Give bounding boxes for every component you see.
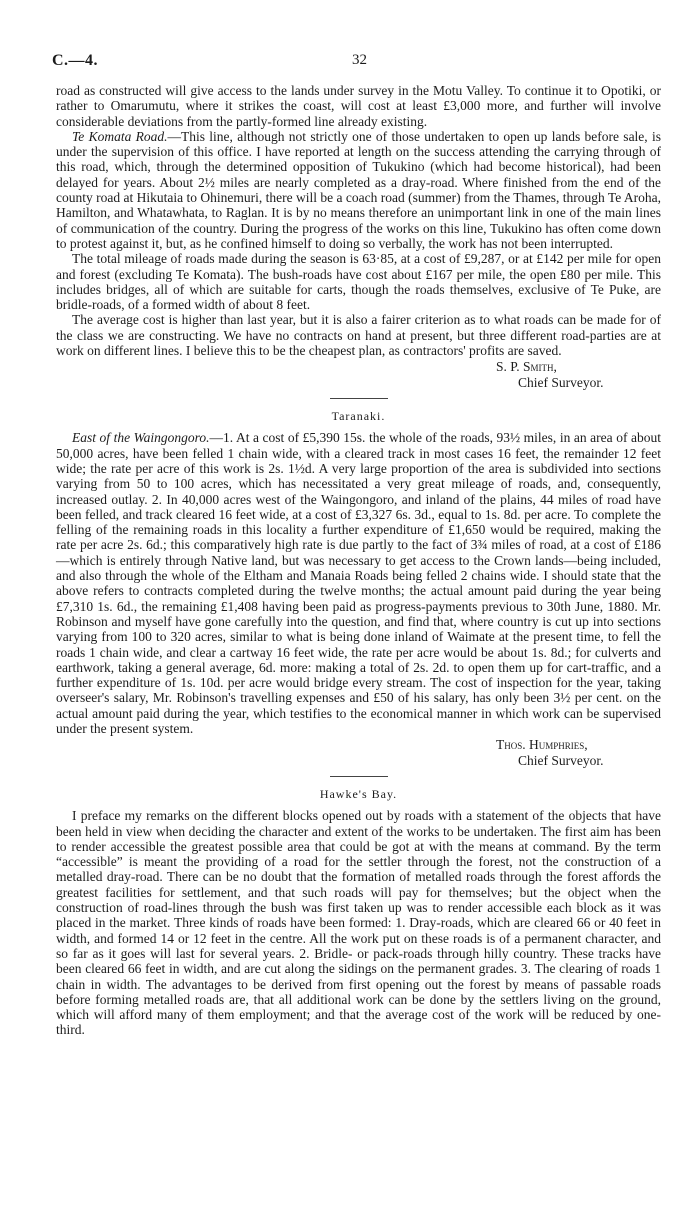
signature-block — [56, 737, 661, 769]
waingongoro-title: East of the Waingongoro. — [72, 430, 210, 446]
hawkes-bay-section — [56, 787, 661, 1037]
te-komata-paragraph-text: —This line, although not strictly one of those undertaken to open up lands before sale, is under the supervision of this office. I have reported at length on the success attending the carrying through of this road, which, through the determined opposition of Tukukino (which had become historical), had been delayed for years. About 2½ miles are nearly completed as a dray-road. Where finished from the end of the county road at Hikutaia to Ohinemuri, there will be a coach road (summer) from the Thames, through Te Aroha, Hamilton, and Whatawhata, to Raglan. It is by no means therefore an unimportant link in one of the main lines of communication of the country. During the progress of the works on this line, Tukukino has often come down to protest against it, but, as he confined himself to doing so verbally, the work has not been interrupted. — [56, 128, 661, 251]
page-header — [52, 52, 652, 74]
document-reference: C.—4. — [52, 52, 99, 69]
average-cost-paragraph: The average cost is higher than last year, but it is also a fairer criterion as to what roads can be made for of the class we are constructing. We have no contracts on hand at present, but three different road-parties are at work on different lines. I believe this to be the cheapest plan, as contractors' profits are saved. — [56, 312, 661, 359]
motu-section — [56, 83, 661, 391]
motu-paragraph-1: road as constructed will give access to the lands under survey in the Motu Valley. To continue it to Opotiki, or rather to Omarumutu, where it strikes the coast, will cost at least £3,000 more, and further will involve considerable deviations from the partly-formed line already existing. — [56, 83, 661, 129]
section-divider — [330, 776, 388, 777]
signature-block — [56, 359, 661, 391]
taranaki-section — [56, 409, 661, 769]
signatory-name: Thos. Humphries, — [496, 737, 588, 753]
section-divider — [330, 398, 388, 399]
signatory-name: S. P. Smith, — [496, 359, 557, 375]
hawkes-bay-paragraph: I preface my remarks on the different blocks opened out by roads with a statement of the objects that have been held in view when deciding the character and extent of the works to be undertaken. The first aim has been to render accessible the greatest possible area that could be got at with the means at command. By the term “accessible” is meant the providing of a road for the settler through the forest, not the construction of a metalled dray-road. There can be no doubt that the formation of metalled roads through the forest affords the greatest facilities for settlement, and that such roads will pay for themselves; but the object when the construction of road-lines through the bush was first taken up was to render accessible each block as it was placed in the market. Three kinds of roads have been formed: 1. Dray-roads, which are cleared 66 or 40 feet in width, and formed 14 or 12 feet in the centre. All the work put on these roads is of a permanent character, and so far as it goes will last for several years. 2. Bridle- or pack-roads through hilly country. These tracks have been cleared 66 feet in width, and are cut along the sidings on the permanent grades. 3. The clearing of roads 1 chain in width. The advantages to be derived from first opening out the forest by means of passable roads before forming metalled roads are, that all additional work can be done by the settlers living on the ground, which will afford many of them employment; and that the average cost of the work will be reduced by one-third. — [56, 808, 661, 1038]
te-komata-road-title: Te Komata Road. — [72, 128, 168, 144]
te-komata-paragraph — [56, 129, 661, 251]
report-body — [56, 83, 661, 1038]
waingongoro-paragraph-text: —1. At a cost of £5,390 15s. the whole of the roads, 93½ miles, in an area of about 50,000 acres, have been felled 1 chain wide, with a cleared track in most cases 16 feet, the remainder 12 feet wide; the rate per acre of this work is 2s. 1½d. A very large proportion of the area is subdivided into sections varying from 50 to 100 acres, which has necessitated a very great mileage of roads, and, consequently, increased outlay. 2. In 40,000 acres west of the Waingongoro, and inland of the plains, 44 miles of road have been felled, and track cleared 16 feet wide, at a cost of £3,327 6s. 3d., equal to 1s. 8d. per acre. To complete the felling of the remaining roads in this locality a further expenditure of £1,650 would be required, making the rate per acre 2s. 6d.; this comparatively high rate is due partly to the fact of 3¾ miles of road, at a cost of £186—which is entirely through Native land, but was necessary to get access to the Crown lands—being included, and also through the whole of the Eltham and Manaia Roads being felled 2 chains wide. I should state that the above refers to contracts completed during the twelve months; the actual amount paid during the year being £7,310 1s. 6d., the remaining £1,408 having been paid as progress-payments previous to 30th June, 1880. Mr. Robinson and myself have gone carefully into the question, and find that, where country is cut up into sections varying from 100 to 320 acres, similar to what is being done inland of Waimate at the present time, to fell the roads 1 chain wide, and clear a cartway 16 feet wide, the rate per acre would be about 1s. 8d.; for culverts and earthwork, taking a general average, 6d. more: making a total of 2s. 2d. to open them up for cart-traffic, and a further expenditure of 1s. 10d. per acre would bridge every stream. The cost of inspection for the year, taking overseer's salary, Mr. Robinson's travelling expenses and £50 of his salary, has only been 3½ per cent. on the actual amount paid during the year, which testifies to the economical manner in which work can be supervised under the present system. — [56, 430, 661, 736]
waingongoro-paragraph — [56, 430, 661, 736]
signatory-title: Chief Surveyor. — [518, 375, 604, 391]
section-heading: Hawke's Bay. — [319, 787, 398, 802]
page-number: 32 — [352, 52, 367, 68]
section-heading: Taranaki. — [331, 409, 386, 424]
mileage-paragraph: The total mileage of roads made during the season is 63·85, at a cost of £9,287, or at £142 per mile for open and forest (excluding Te Komata). The bush-roads have cost about £167 per mile, the open £80 per mile. This includes bridges, all of which are suitable for carts, though the roads themselves, exclusive of Te Puke, are bridle-roads, of a formed width of about 8 feet. — [56, 251, 661, 313]
signatory-title: Chief Surveyor. — [518, 753, 604, 769]
